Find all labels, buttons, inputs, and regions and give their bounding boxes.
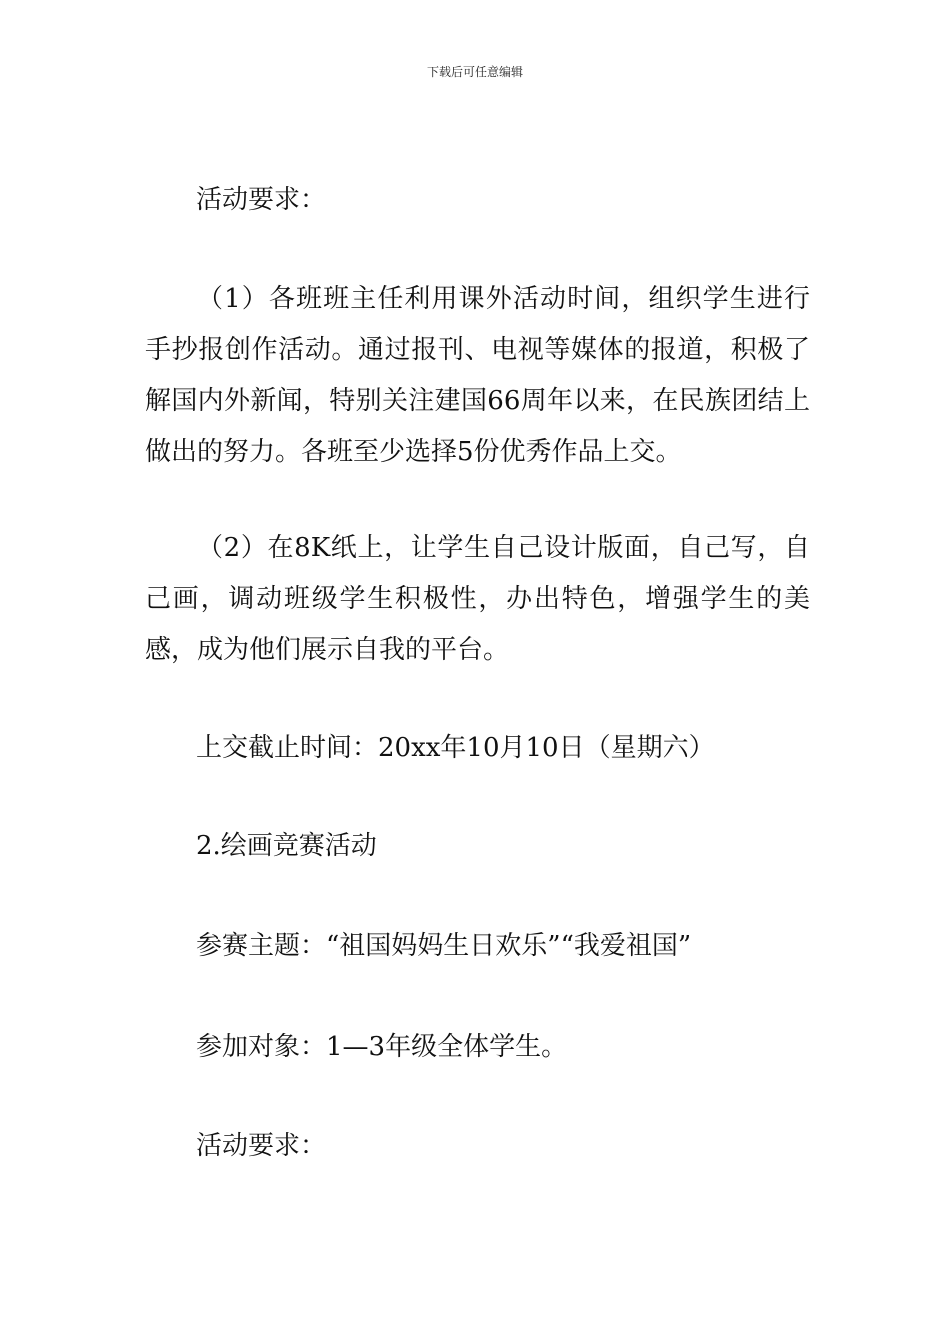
participants-text: 参加对象：1—3年级全体学生。: [196, 1032, 568, 1062]
section-heading-requirements: 活动要求：: [196, 185, 327, 215]
requirement-item-2: （2）在8K纸上，让学生自己设计版面，自己写，自己画，调动班级学生积极性，办出特色，增强学生的美感，成为他们展示自我的平台。: [145, 533, 810, 665]
contest-theme: 参赛主题：“祖国妈妈生日欢乐”“我爱祖国”: [196, 931, 692, 961]
activity-2-title: 2.绘画竞赛活动: [196, 831, 377, 861]
deadline-text: 上交截止时间：20xx年10月10日（星期六）: [196, 733, 715, 763]
section-heading-requirements-2: 活动要求：: [196, 1131, 327, 1161]
requirement-item-1: （1）各班班主任利用课外活动时间，组织学生进行手抄报创作活动。通过报刊、电视等媒体的报道，积极了解国内外新闻，特别关注建国66周年以来，在民族团结上做出的努力。各班至少选择5份优秀作品上交。: [145, 284, 810, 467]
page-header-note: 下载后可任意编辑: [426, 65, 523, 79]
